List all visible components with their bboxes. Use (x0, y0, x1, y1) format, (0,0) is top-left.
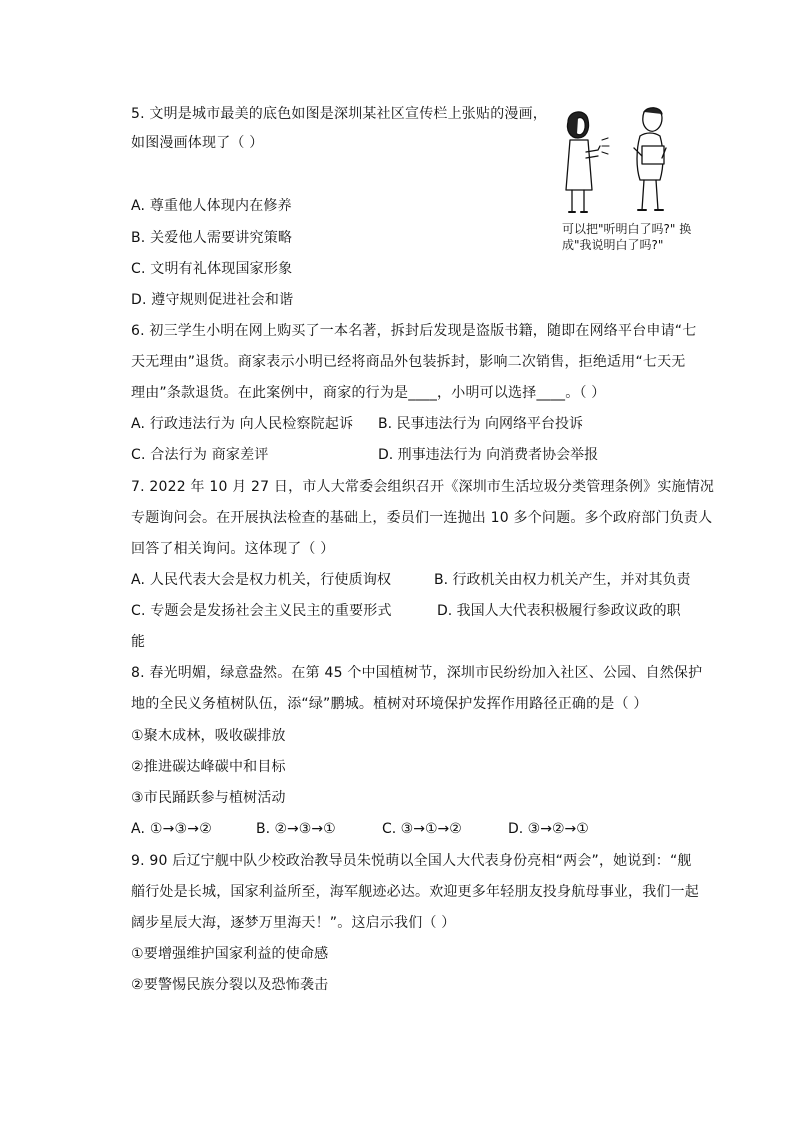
q5-stem-line-1: 5. 文明是城市最美的底色如图是深圳某社区宣传栏上张贴的漫画， (131, 106, 548, 122)
q9-stem-line-3: 阔步星辰大海，逐梦万里海天！”。这启示我们（ ） (131, 915, 456, 931)
q8-item-3: ③市民踊跃参与植树活动 (131, 790, 286, 806)
q8-item-2: ②推进碳达峰碳中和目标 (131, 759, 286, 775)
cartoon-caption-line-1: 可以把"听明白了吗?" 换 (562, 222, 692, 236)
q5-option-b: B. 关爱他人需要讲究策略 (131, 230, 293, 246)
q7-stem-line-1: 7. 2022 年 10 月 27 日，市人大常委会组织召开《深圳市生活垃圾分类管理条例》实施情况 (131, 479, 715, 495)
q7-option-b: B. 行政机关由权力机关产生，并对其负责 (434, 572, 691, 588)
q6-stem-line-1: 6. 初三学生小明在网上购买了一本名著，拆封后发现是盗版书籍，随即在网络平台申请“七 (131, 323, 697, 339)
q8-item-1: ①聚木成林，吸收碳排放 (131, 728, 286, 744)
q8-option-a: A. ①→③→② (131, 821, 212, 837)
q8-option-c: C. ③→①→② (382, 821, 462, 837)
q7-stem-line-3: 回答了相关询问。这体现了（ ） (131, 541, 335, 557)
q6-stem-line-3: 理由”条款退货。在此案例中，商家的行为是____，小明可以选择____。（ ） (131, 385, 606, 401)
q5-option-d: D. 遵守规则促进社会和谐 (131, 292, 294, 308)
q8-stem-line-1: 8. 春光明媚，绿意盎然。在第 45 个中国植树节，深圳市民纷纷加入社区、公园、自然保护 (131, 665, 703, 681)
q8-option-b: B. ②→③→① (256, 821, 336, 837)
q6-option-a: A. 行政违法行为 向人民检察院起诉 (131, 416, 354, 432)
cartoon-caption-line-2: 成"我说明白了吗?" (562, 238, 664, 252)
q7-option-a: A. 人民代表大会是权力机关，行使质询权 (131, 572, 392, 588)
q9-item-1: ①要增强维护国家利益的使命感 (131, 946, 329, 962)
q5-option-a: A. 尊重他人体现内在修养 (131, 198, 292, 214)
q9-stem-line-1: 9. 90 后辽宁舰中队少校政治教导员朱悦萌以全国人大代表身份亮相“两会”，她说到：“舰 (131, 853, 692, 869)
cartoon-image (556, 100, 696, 218)
q9-stem-line-2: 艏行处是长城，国家利益所至，海军舰迹必达。欢迎更多年轻朋友投身航母事业，我们一起 (131, 884, 699, 900)
q5-option-c: C. 文明有礼体现国家形象 (131, 261, 293, 277)
q6-option-b: B. 民事违法行为 向网络平台投诉 (378, 416, 583, 432)
q7-option-c: C. 专题会是发扬社会主义民主的重要形式 (131, 603, 392, 619)
q9-item-2: ②要警惕民族分裂以及恐怖袭击 (131, 977, 329, 993)
q6-option-c: C. 合法行为 商家差评 (131, 447, 269, 463)
q8-option-d: D. ③→②→① (508, 821, 589, 837)
q6-stem-line-2: 天无理由”退货。商家表示小明已经将商品外包装拆封，影响二次销售，拒绝适用“七天无 (131, 354, 686, 370)
q7-stem-line-2: 专题询问会。在开展执法检查的基础上，委员们一连抛出 10 多个问题。多个政府部门负责人 (131, 510, 713, 526)
q6-option-d: D. 刑事违法行为 向消费者协会举报 (378, 447, 599, 463)
q8-stem-line-2: 地的全民义务植树队伍，添“绿”鹏城。植树对环境保护发挥作用路径正确的是（ ） (131, 696, 648, 712)
q7-option-d-continuation: 能 (131, 634, 146, 650)
q7-option-d: D. 我国人大代表积极履行参政议政的职 (437, 603, 681, 619)
q5-stem-line-2: 如图漫画体现了（ ） (131, 135, 264, 151)
